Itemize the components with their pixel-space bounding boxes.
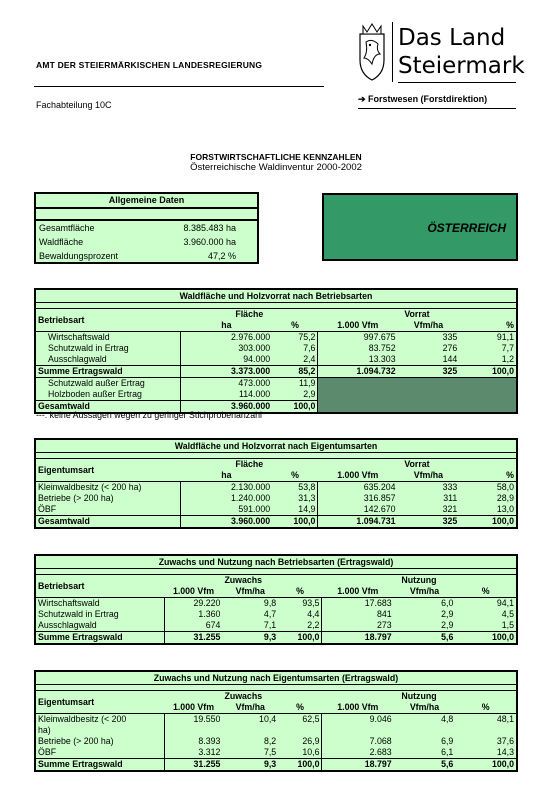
general-value: 47,2 %: [207, 251, 236, 261]
cell: 91,1: [496, 332, 514, 342]
table-betriebsarten-flaeche: [34, 288, 518, 414]
cell: 37,6: [496, 736, 514, 746]
col-header-betriebsart: Betriebsart: [35, 309, 181, 332]
cell: 58,0: [496, 482, 514, 492]
cell: Gesamtwald: [35, 516, 181, 529]
cell: 635.204: [318, 482, 398, 494]
unit: 1.000 Vfm: [322, 702, 394, 714]
cell: 997.675: [318, 332, 398, 344]
cell: Schutzwald in Ertrag: [38, 609, 119, 619]
cell: 7,6: [303, 343, 316, 353]
unit: %: [272, 470, 318, 482]
col-header-flaeche: Fläche: [235, 309, 264, 319]
table-row: [35, 482, 517, 494]
cell: Betriebe (> 200 ha): [38, 736, 114, 746]
col-header-zuwachs: Zuwachs: [224, 575, 263, 585]
cell: 28,9: [496, 493, 514, 503]
cell: 2.683: [322, 747, 394, 759]
unit: 1.000 Vfm: [165, 586, 223, 598]
cell: 1.240.000: [181, 493, 273, 504]
table-betriebsarten-zuwachs: [34, 554, 518, 645]
cell: 142.670: [318, 504, 398, 516]
cell: Holzboden außer Ertrag: [48, 389, 142, 399]
cell: 674: [165, 620, 223, 632]
header-rule: [34, 86, 324, 87]
cell: 31.255: [165, 632, 223, 645]
cell: 2,4: [303, 354, 316, 364]
cell: 325: [398, 366, 460, 378]
unit: Vfm/ha: [398, 470, 460, 482]
cell: 2,9: [441, 609, 454, 619]
table-row-sum: [35, 366, 517, 378]
cell: 100,0: [459, 516, 517, 529]
general-value: 3.960.000 ha: [183, 237, 236, 247]
logo-line1: Das Land: [398, 25, 506, 51]
cell: 5,6: [394, 632, 456, 645]
cell: 85,2: [272, 366, 318, 378]
general-label: Gesamtfläche: [39, 223, 95, 233]
general-label: Waldfläche: [39, 237, 84, 247]
table-row: [35, 354, 517, 366]
cell: Kleinwaldbesitz (< 200 ha): [38, 482, 142, 492]
cell: 325: [398, 516, 460, 529]
cell: 100,0: [455, 632, 517, 645]
cell: 94,1: [496, 598, 514, 608]
title-kennzahlen: FORSTWIRTSCHAFTLICHE KENNZAHLEN: [190, 152, 362, 162]
cell: 29.220: [165, 598, 223, 610]
general-data-box: [34, 192, 259, 264]
table-eigentumsarten-zuwachs: [34, 670, 518, 772]
cell: 18.797: [322, 759, 394, 772]
cell: 9,8: [263, 598, 277, 608]
col-header-zuwachs: Zuwachs: [224, 691, 263, 701]
unit: %: [455, 702, 517, 714]
cell: 4,4: [307, 609, 320, 619]
footnote: ---: keine Aussagen wegen zu geringer Stichprobenanzahl: [36, 410, 262, 420]
cell: 273: [322, 620, 394, 632]
table-title: Waldfläche und Holzvorrat nach Betriebsarten: [35, 289, 517, 303]
cell: 7,5: [263, 747, 277, 757]
forstwesen-rule: [358, 108, 516, 109]
table-row: [35, 504, 517, 516]
cell: 4,7: [263, 609, 277, 619]
unit: Vfm/ha: [398, 320, 460, 332]
cell: Summe Ertragswald: [35, 632, 165, 645]
cell: Schutzwald außer Ertrag: [48, 378, 145, 388]
cell: 9,3: [222, 759, 278, 772]
cell: 48,1: [496, 714, 514, 724]
logo-divider: [392, 22, 393, 82]
unit: %: [459, 470, 517, 482]
cell: 26,9: [302, 736, 320, 746]
cell: 303.000: [181, 343, 273, 354]
cell: 4,8: [441, 714, 454, 724]
cell: 75,2: [298, 332, 316, 342]
cell: 841: [322, 609, 394, 620]
general-row: [36, 221, 257, 235]
cell: Summe Ertragswald: [35, 759, 165, 772]
table-row: [35, 493, 517, 504]
region-label: ÖSTERREICH: [427, 221, 506, 235]
cell: 100,0: [272, 516, 318, 529]
unit: 1.000 Vfm: [318, 320, 398, 332]
unit: %: [272, 320, 318, 332]
coat-of-arms-icon: [354, 20, 390, 87]
general-row: [36, 235, 257, 249]
unit: Vfm/ha: [222, 586, 278, 598]
general-row: [36, 249, 257, 263]
cell: 1,5: [501, 620, 514, 630]
cell: ÖBF: [38, 747, 57, 757]
cell: ha): [38, 725, 51, 735]
cell: 14,3: [496, 747, 514, 757]
col-header-nutzung: Nutzung: [401, 575, 437, 585]
cell: 9,3: [222, 632, 278, 645]
cell: 144: [442, 354, 458, 364]
cell: 100,0: [278, 759, 322, 772]
cell: 9.046: [322, 714, 394, 726]
col-header-nutzung: Nutzung: [401, 691, 437, 701]
cell: 2,9: [441, 620, 454, 630]
cell: 31.255: [165, 759, 223, 772]
cell: 2,2: [307, 620, 320, 630]
cell: 13,0: [496, 504, 514, 514]
cell: 2.976.000: [181, 332, 273, 344]
unit: 1.000 Vfm: [165, 702, 223, 714]
cell: 13.303: [318, 354, 398, 366]
table-row-total: [35, 759, 517, 772]
table-title: Zuwachs und Nutzung nach Betriebsarten (Ertragswald): [35, 555, 517, 569]
cell: 62,5: [302, 714, 320, 724]
cell: 100,0: [459, 366, 517, 378]
unit: Vfm/ha: [394, 586, 456, 598]
cell: 2.130.000: [181, 482, 273, 494]
cell: 7,1: [263, 620, 277, 630]
cell: 3.373.000: [181, 366, 273, 378]
cell: 7,7: [501, 343, 514, 353]
cell: 316.857: [318, 493, 398, 504]
cell: Wirtschaftswald: [38, 598, 100, 608]
general-value: 8.385.483 ha: [183, 223, 236, 233]
cell: Gesamtwald: [35, 401, 181, 414]
cell: Betriebe (> 200 ha): [38, 493, 114, 503]
logo-underline: [398, 82, 516, 83]
cell: 94.000: [181, 354, 273, 366]
logo-line2: Steiermark: [398, 53, 525, 79]
cell: 2,9: [303, 389, 316, 399]
col-header-vorrat: Vorrat: [404, 459, 430, 469]
cell: 8.393: [165, 736, 223, 747]
cell: 100,0: [272, 401, 318, 414]
cell: 591.000: [181, 504, 273, 516]
cell: 10,6: [302, 747, 320, 757]
col-header-betriebsart: Betriebsart: [35, 575, 165, 598]
unit: %: [278, 586, 322, 598]
cell: 5,6: [394, 759, 456, 772]
cell: 1,2: [501, 354, 514, 364]
table-row: [35, 332, 517, 344]
forstwesen-link[interactable]: [358, 94, 487, 105]
shaded-cell: [318, 378, 517, 414]
cell: Ausschlagwald: [48, 354, 107, 364]
table-row: [35, 598, 517, 610]
cell: 8,2: [263, 736, 277, 746]
cell: 276: [442, 343, 458, 353]
cell: 473.000: [181, 378, 273, 390]
title-waldinventur: Österreichische Waldinventur 2000-2002: [190, 162, 362, 173]
table-row-total: [35, 516, 517, 529]
general-data-spacer: [36, 209, 257, 221]
cell: Kleinwaldbesitz (< 200: [38, 714, 127, 724]
arrow-right-icon: ➔: [358, 94, 369, 104]
col-header-eigentumsart: Eigentumsart: [35, 691, 165, 714]
cell: Wirtschaftswald: [48, 332, 110, 342]
cell: Ausschlagwald: [38, 620, 97, 630]
forstwesen-label: Forstwesen (Forstdirektion): [368, 94, 488, 104]
cell: 14,9: [298, 504, 316, 514]
department: Fachabteilung 10C: [36, 100, 112, 110]
unit: %: [278, 702, 322, 714]
table-row: [35, 620, 517, 632]
unit: 1.000 Vfm: [318, 470, 398, 482]
cell: 6,9: [441, 736, 454, 746]
table-row: [35, 343, 517, 354]
cell: Schutzwald in Ertrag: [48, 343, 129, 353]
table-row: [35, 714, 517, 726]
cell: 83.752: [318, 343, 398, 354]
cell: 7.068: [322, 736, 394, 747]
region-box: [322, 193, 518, 261]
unit: %: [455, 586, 517, 598]
cell: 311: [443, 493, 458, 503]
cell: 10,4: [259, 714, 277, 724]
general-data-title: Allgemeine Daten: [36, 194, 257, 209]
agency-name: AMT DER STEIERMÄRKISCHEN LANDESREGIERUNG: [36, 60, 263, 70]
cell: 333: [442, 482, 458, 492]
cell: 6,0: [441, 598, 454, 608]
logo-wordmark: [398, 24, 525, 80]
cell: 1.360: [165, 609, 223, 620]
unit: 1.000 Vfm: [322, 586, 394, 598]
unit: Vfm/ha: [394, 702, 456, 714]
table-title: Waldfläche und Holzvorrat nach Eigentumsarten: [35, 439, 517, 453]
cell: 4,5: [501, 609, 514, 619]
col-header-eigentumsart: Eigentumsart: [35, 459, 181, 482]
cell: 100,0: [455, 759, 517, 772]
cell: 18.797: [322, 632, 394, 645]
table-row: [35, 747, 517, 759]
cell: 31,3: [298, 493, 316, 503]
general-label: Bewaldungsprozent: [39, 251, 119, 261]
cell: 3.960.000: [181, 516, 273, 529]
cell: 3.312: [165, 747, 223, 759]
cell: 3.960.000: [181, 401, 273, 414]
cell: 335: [442, 332, 458, 342]
unit: %: [459, 320, 517, 332]
table-row: [35, 378, 517, 390]
cell: 6,1: [441, 747, 454, 757]
unit: ha: [181, 320, 273, 332]
cell: 19.550: [165, 714, 223, 726]
table-eigentumsarten-flaeche: [34, 438, 518, 529]
cell: ÖBF: [38, 504, 57, 514]
table-row-total: [35, 632, 517, 645]
cell: 1.094.732: [318, 366, 398, 378]
col-header-flaeche: Fläche: [235, 459, 264, 469]
table-title: Zuwachs und Nutzung nach Eigentumsarten (Ertragswald): [35, 671, 517, 685]
table-row: [35, 725, 517, 736]
col-header-vorrat: Vorrat: [404, 309, 430, 319]
cell: 93,5: [302, 598, 320, 608]
cell: Summe Ertragswald: [35, 366, 181, 378]
cell: 53,8: [298, 482, 316, 492]
cell: 17.683: [322, 598, 394, 610]
unit: Vfm/ha: [222, 702, 278, 714]
cell: 1.094.731: [318, 516, 398, 529]
table-row: [35, 609, 517, 620]
cell: 321: [442, 504, 458, 514]
cell: 114.000: [181, 389, 273, 401]
unit: ha: [181, 470, 273, 482]
cell: 11,9: [298, 378, 316, 388]
cell: 100,0: [278, 632, 322, 645]
table-row: [35, 736, 517, 747]
